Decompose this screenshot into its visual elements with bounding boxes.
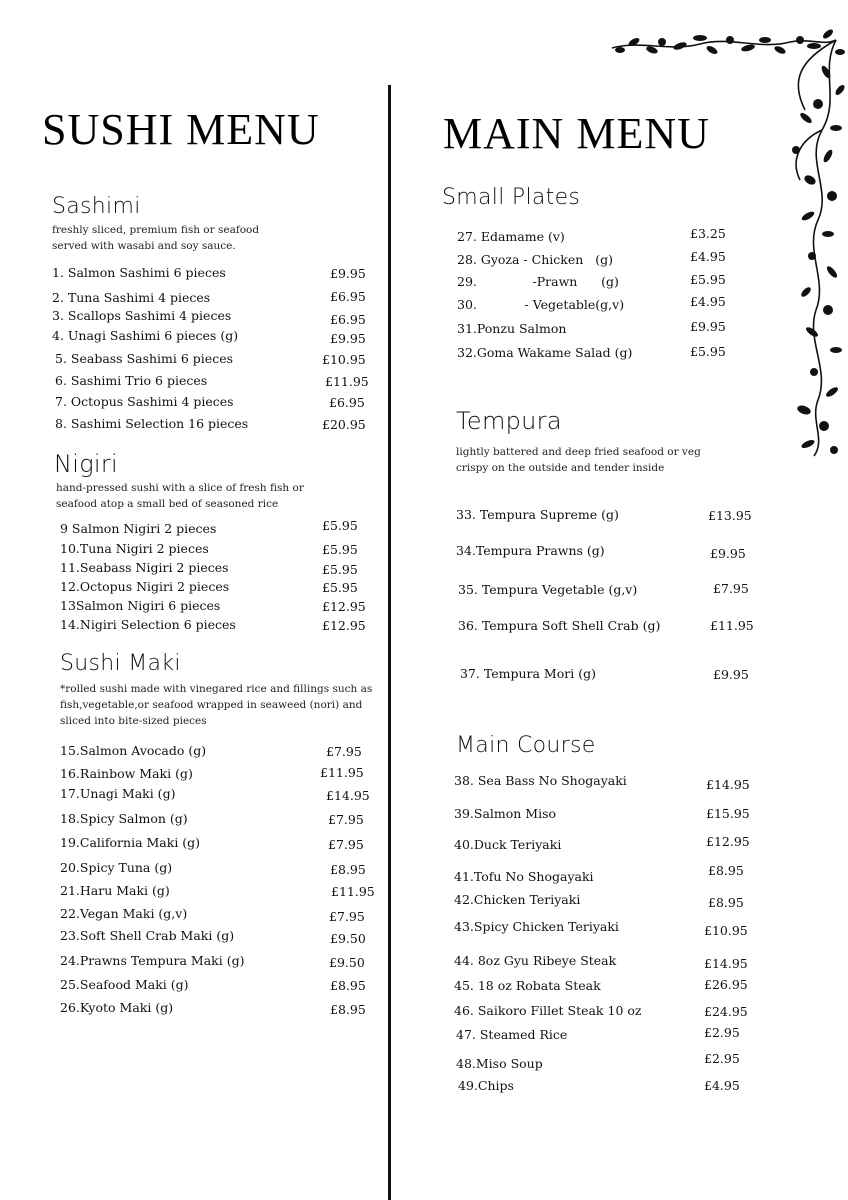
menu-item-name: 7. Octopus Sashimi 4 pieces bbox=[55, 394, 234, 409]
menu-item-name: 18.Spicy Salmon (g) bbox=[60, 811, 188, 826]
menu-item-price: £15.95 bbox=[706, 806, 750, 821]
menu-item-name: 11.Seabass Nigiri 2 pieces bbox=[60, 560, 229, 575]
nigiri-description: hand-pressed sushi with a slice of fresh fish or seafood atop a small bed of seasoned rice bbox=[56, 482, 304, 510]
nigiri-heading: Nigiri bbox=[54, 450, 119, 478]
menu-item-name: 34.Tempura Prawns (g) bbox=[456, 543, 605, 558]
menu-item-name: 4. Unagi Sashimi 6 pieces (g) bbox=[52, 328, 239, 343]
menu-item-price: £7.95 bbox=[326, 744, 362, 759]
menu-item-price: £7.95 bbox=[329, 909, 365, 924]
menu-item-price: £2.95 bbox=[704, 1025, 740, 1040]
menu-item-price: £5.95 bbox=[322, 518, 358, 533]
menu-item-price: £9.50 bbox=[329, 955, 365, 970]
menu-item-name: 41.Tofu No Shogayaki bbox=[454, 869, 594, 884]
menu-item-name: 3. Scallops Sashimi 4 pieces bbox=[52, 308, 232, 323]
menu-item-price: £12.95 bbox=[322, 618, 366, 633]
menu-item-name: 42.Chicken Teriyaki bbox=[454, 892, 581, 907]
menu-item-name: 13Salmon Nigiri 6 pieces bbox=[60, 598, 221, 613]
menu-item-name: 24.Prawns Tempura Maki (g) bbox=[60, 953, 245, 968]
menu-item-price: £5.95 bbox=[322, 580, 358, 595]
tempura-description: lightly battered and deep fried seafood or veg crispy on the outside and tender inside bbox=[456, 446, 701, 474]
menu-item-price: £14.95 bbox=[326, 788, 370, 803]
small-plates-heading: Small Plates bbox=[442, 185, 581, 210]
menu-item-name: 39.Salmon Miso bbox=[454, 806, 557, 821]
menu-item-name: 43.Spicy Chicken Teriyaki bbox=[454, 919, 619, 934]
menu-item-price: £5.95 bbox=[322, 562, 358, 577]
menu-item-name: 45. 18 oz Robata Steak bbox=[454, 978, 601, 993]
menu-item-name: 19.California Maki (g) bbox=[60, 835, 201, 850]
menu-item-price: £11.95 bbox=[325, 374, 369, 389]
menu-item-price: £24.95 bbox=[704, 1004, 748, 1019]
menu-item-price: £4.95 bbox=[690, 294, 726, 309]
menu-item-price: £5.95 bbox=[690, 272, 726, 287]
menu-item-name: 31.Ponzu Salmon bbox=[457, 321, 567, 336]
sashimi-description: freshly sliced, premium fish or seafood served with wasabi and soy sauce. bbox=[52, 224, 260, 252]
menu-item-price: £9.95 bbox=[690, 319, 726, 334]
menu-item-price: £8.95 bbox=[330, 1002, 366, 1017]
tempura-heading: Tempura bbox=[456, 407, 562, 435]
menu-item-price: £10.95 bbox=[704, 923, 748, 938]
menu-item-name: 26.Kyoto Maki (g) bbox=[60, 1000, 174, 1015]
main-course-heading: Main Course bbox=[456, 733, 596, 758]
menu-item-name: 27. Edamame (v) bbox=[457, 229, 565, 244]
menu-item-name: 49.Chips bbox=[458, 1078, 514, 1093]
menu-item-price: £9.95 bbox=[330, 266, 366, 281]
menu-item-name: 21.Haru Maki (g) bbox=[60, 883, 170, 898]
menu-item-name: 32.Goma Wakame Salad (g) bbox=[457, 345, 633, 360]
menu-item-price: £9.50 bbox=[330, 931, 366, 946]
menu-item-price: £13.95 bbox=[708, 508, 752, 523]
sushi-maki-description: *rolled sushi made with vinegared rice and fillings such as fish,vegetable,or seafood wrapped in seaweed (nori) and sliced into bite-sized pieces bbox=[60, 683, 373, 727]
menu-item-name: 36. Tempura Soft Shell Crab (g) bbox=[458, 618, 661, 633]
menu-item-price: £8.95 bbox=[708, 863, 744, 878]
menu-item-price: £9.95 bbox=[710, 546, 746, 561]
menu-item-name: 23.Soft Shell Crab Maki (g) bbox=[60, 928, 235, 943]
menu-item-price: £5.95 bbox=[322, 542, 358, 557]
menu-item-price: £6.95 bbox=[329, 395, 365, 410]
menu-item-price: £5.95 bbox=[690, 344, 726, 359]
menu-item-name: 20.Spicy Tuna (g) bbox=[60, 860, 173, 875]
menu-item-price: £6.95 bbox=[330, 312, 366, 327]
column-divider bbox=[388, 85, 391, 1200]
menu-item-price: £11.95 bbox=[331, 884, 375, 899]
menu-item-name: 28. Gyoza - Chicken (g) bbox=[457, 252, 613, 267]
menu-item-price: £7.95 bbox=[328, 837, 364, 852]
menu-item-price: £12.95 bbox=[322, 599, 366, 614]
menu-item-price: £4.95 bbox=[690, 249, 726, 264]
menu-item-name: 37. Tempura Mori (g) bbox=[460, 666, 596, 681]
menu-item-name: 15.Salmon Avocado (g) bbox=[60, 743, 207, 758]
menu-item-name: 16.Rainbow Maki (g) bbox=[60, 766, 193, 781]
menu-item-price: £8.95 bbox=[330, 862, 366, 877]
menu-item-name: 12.Octopus Nigiri 2 pieces bbox=[60, 579, 230, 594]
menu-item-name: 9 Salmon Nigiri 2 pieces bbox=[60, 521, 217, 536]
menu-item-name: 22.Vegan Maki (g,v) bbox=[60, 906, 188, 921]
menu-item-name: 47. Steamed Rice bbox=[456, 1027, 568, 1042]
menu-item-price: £8.95 bbox=[708, 895, 744, 910]
menu-item-price: £12.95 bbox=[706, 834, 750, 849]
menu-item-price: £11.95 bbox=[320, 765, 364, 780]
menu-item-price: £9.95 bbox=[330, 331, 366, 346]
sashimi-heading: Sashimi bbox=[52, 194, 141, 219]
menu-item-name: 2. Tuna Sashimi 4 pieces bbox=[52, 290, 211, 305]
menu-item-price: £11.95 bbox=[710, 618, 754, 633]
menu-item-name: 29. -Prawn (g) bbox=[457, 274, 619, 289]
menu-item-price: £7.95 bbox=[713, 581, 749, 596]
menu-item-price: £4.95 bbox=[704, 1078, 740, 1093]
menu-item-price: £26.95 bbox=[704, 977, 748, 992]
menu-item-name: 33. Tempura Supreme (g) bbox=[456, 507, 619, 522]
menu-item-name: 38. Sea Bass No Shogayaki bbox=[454, 773, 627, 788]
menu-item-price: £8.95 bbox=[330, 978, 366, 993]
menu-item-name: 14.Nigiri Selection 6 pieces bbox=[60, 617, 236, 632]
menu-item-name: 25.Seafood Maki (g) bbox=[60, 977, 189, 992]
menu-item-name: 40.Duck Teriyaki bbox=[454, 837, 562, 852]
menu-item-price: £7.95 bbox=[328, 812, 364, 827]
menu-item-price: £10.95 bbox=[322, 352, 366, 367]
menu-item-price: £14.95 bbox=[704, 956, 748, 971]
menu-item-name: 1. Salmon Sashimi 6 pieces bbox=[52, 265, 226, 280]
sushi-menu-title: SUSHI MENU bbox=[42, 105, 320, 154]
menu-item-name: 48.Miso Soup bbox=[456, 1056, 543, 1071]
menu-item-price: £20.95 bbox=[322, 417, 366, 432]
menu-item-name: 17.Unagi Maki (g) bbox=[60, 786, 176, 801]
menu-item-price: £9.95 bbox=[713, 667, 749, 682]
menu-item-price: £6.95 bbox=[330, 289, 366, 304]
menu-item-price: £3.25 bbox=[690, 226, 726, 241]
sushi-maki-heading: Sushi Maki bbox=[60, 651, 181, 676]
menu-item-price: £14.95 bbox=[706, 777, 750, 792]
main-menu-title: MAIN MENU bbox=[443, 109, 710, 158]
menu-item-name: 5. Seabass Sashimi 6 pieces bbox=[55, 351, 234, 366]
menu-item-name: 35. Tempura Vegetable (g,v) bbox=[458, 582, 638, 597]
menu-item-name: 6. Sashimi Trio 6 pieces bbox=[55, 373, 208, 388]
menu-item-name: 44. 8oz Gyu Ribeye Steak bbox=[454, 953, 617, 968]
menu-item-name: 10.Tuna Nigiri 2 pieces bbox=[60, 541, 209, 556]
menu-item-price: £2.95 bbox=[704, 1051, 740, 1066]
menu-item-name: 30. - Vegetable(g,v) bbox=[457, 297, 625, 312]
menu-item-name: 8. Sashimi Selection 16 pieces bbox=[55, 416, 249, 431]
menu-item-name: 46. Saikoro Fillet Steak 10 oz bbox=[454, 1003, 642, 1018]
